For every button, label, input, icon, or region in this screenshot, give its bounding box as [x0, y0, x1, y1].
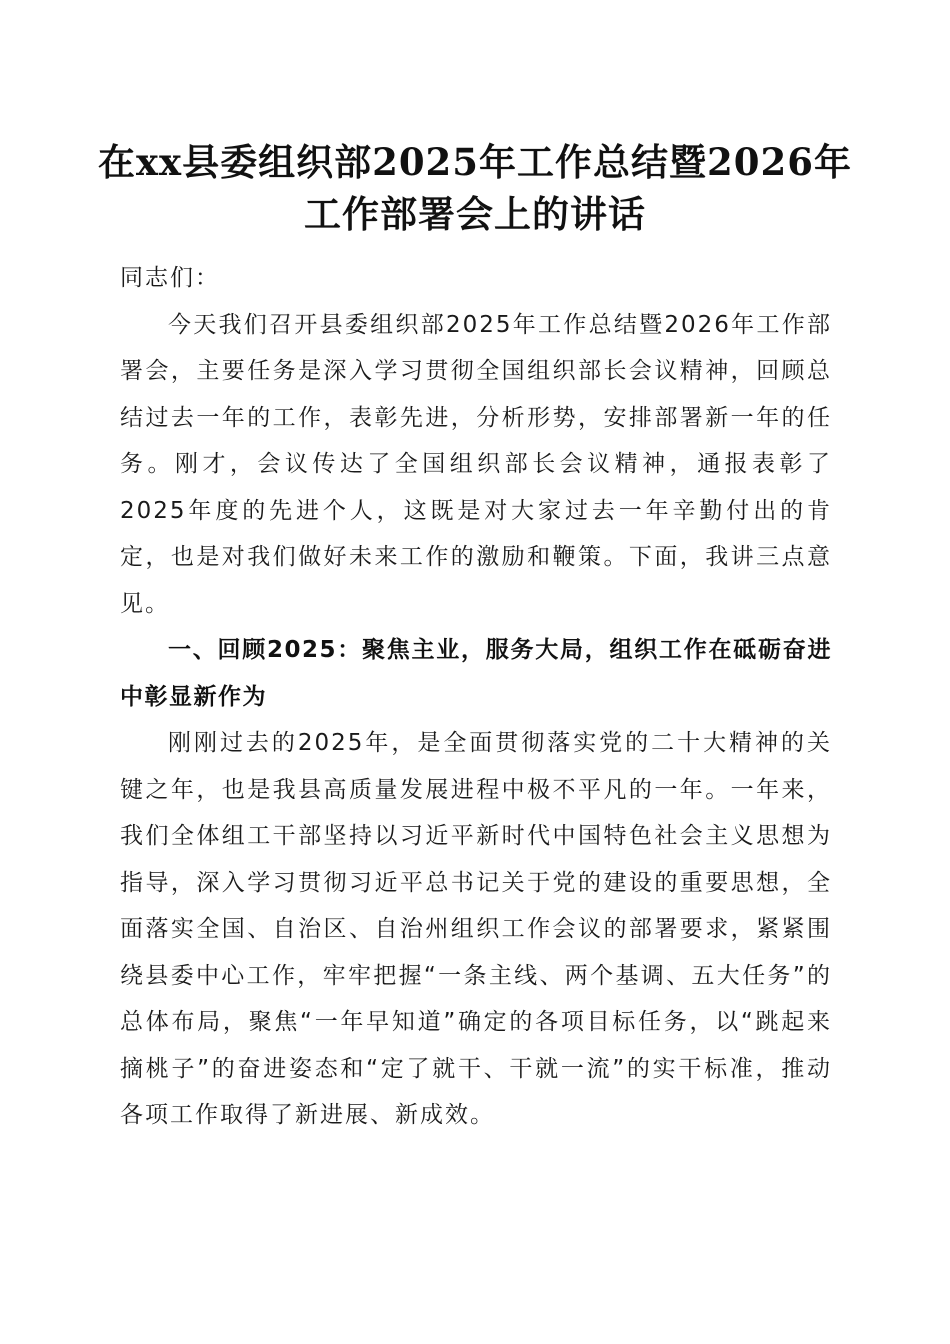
document-body — [120, 255, 832, 1139]
paragraph-intro: 今天我们召开县委组织部2025年工作总结暨2026年工作部署会，主要任务是深入学习贯彻全国组织部长会议精神，回顾总结过去一年的工作，表彰先进，分析形势，安排部署新一年的任务。刚才，会议传达了全国组织部长会议精神，通报表彰了2025年度的先进个人，这既是对大家过去一年辛勤付出的肯定，也是对我们做好未来工作的激励和鞭策。下面，我讲三点意见。 — [120, 311, 832, 617]
salutation: 同志们： — [120, 265, 220, 291]
document-title — [90, 136, 860, 240]
title-line-2: 工作部署会上的讲话 — [304, 192, 646, 236]
paragraph-review: 刚刚过去的2025年，是全面贯彻落实党的二十大精神的关键之年，也是我县高质量发展进程中极不平凡的一年。一年来，我们全体组工干部坚持以习近平新时代中国特色社会主义思想为指导，深入学习贯彻习近平总书记关于党的建设的重要思想，全面落实全国、自治区、自治州组织工作会议的部署要求，紧紧围绕县委中心工作，牢牢把握“一条主线、两个基调、五大任务”的总体布局，聚焦“一年早知道”确定的各项目标任务，以“跳起来摘桃子”的奋进姿态和“定了就干、干就一流”的实干标准，推动各项工作取得了新进展、新成效。 — [120, 730, 832, 1128]
section-heading-1: 一、回顾2025：聚焦主业，服务大局，组织工作在砥砺奋进中彰显新作为 — [120, 637, 832, 710]
title-line-1: 在xx县委组织部2025年工作总结暨2026年 — [97, 140, 853, 184]
